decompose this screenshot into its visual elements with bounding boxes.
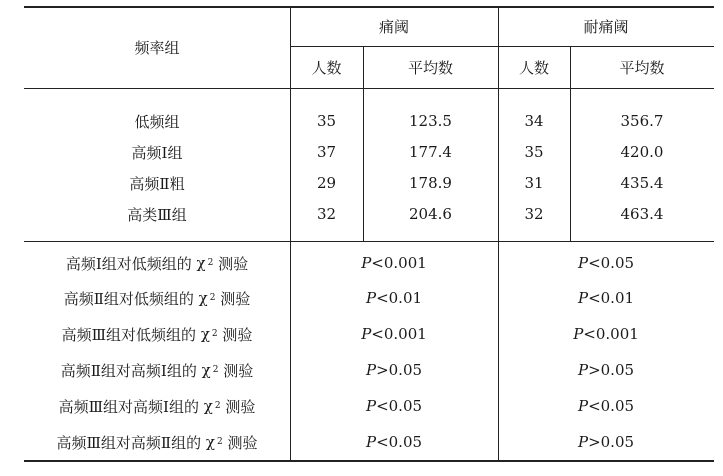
- test-label: [24, 286, 290, 310]
- tol-p-value: [498, 251, 714, 275]
- p-symbol: P: [577, 433, 589, 451]
- p-value: <0.05: [376, 433, 423, 451]
- p-symbol: P: [361, 254, 372, 272]
- pain-mean: 204.6: [409, 205, 452, 223]
- test-label-suffix: 测验: [220, 289, 251, 308]
- p-symbol: P: [577, 254, 589, 272]
- pain-mean: 178.9: [409, 174, 452, 192]
- header-bottom-rule: [24, 88, 714, 89]
- p-symbol: P: [365, 361, 377, 379]
- data-table: [24, 6, 714, 462]
- test-label: [24, 322, 290, 346]
- pain-count: 37: [316, 143, 337, 161]
- p-symbol: P: [365, 289, 377, 307]
- chi-exponent: 2: [209, 293, 216, 303]
- test-label-suffix: 测验: [225, 397, 256, 416]
- test-label-text: 高频Ⅱ组对低频组的: [63, 289, 194, 308]
- p-symbol: P: [365, 433, 377, 451]
- p-symbol: P: [361, 325, 372, 343]
- test-label: [24, 430, 290, 454]
- header-tol-count: 人数: [518, 58, 549, 77]
- pain-p-value: [290, 251, 498, 275]
- chi-symbol: χ: [205, 433, 215, 451]
- chi-exponent: 2: [211, 329, 218, 339]
- chi-symbol: χ: [200, 325, 210, 343]
- row-group: 高频Ⅱ粗: [129, 174, 185, 193]
- p-symbol: P: [577, 397, 589, 415]
- tol-count: 31: [524, 174, 544, 192]
- tol-mean: 463.4: [620, 205, 664, 223]
- p-value: <0.01: [376, 289, 423, 307]
- chi-symbol: χ: [198, 289, 208, 307]
- bottom-rule: [24, 460, 714, 462]
- tol-p-value: [498, 286, 714, 310]
- pain-mean: 123.5: [409, 112, 452, 130]
- test-label-text: 高频Ⅱ组对高频Ⅰ组的: [60, 361, 197, 380]
- test-label-suffix: 测验: [227, 433, 258, 452]
- chi-exponent: 2: [214, 401, 221, 411]
- header-group: 频率组: [134, 38, 180, 57]
- p-symbol: P: [365, 397, 377, 415]
- header-tol-mean: 平均数: [619, 58, 665, 77]
- tol-mean: 356.7: [620, 112, 664, 130]
- pain-p-value: [290, 322, 498, 346]
- p-value: >0.05: [588, 361, 635, 379]
- chi-symbol: χ: [201, 361, 211, 379]
- pain-mean: 177.4: [409, 143, 452, 161]
- pain-count: 35: [316, 112, 337, 130]
- tol-count: 34: [524, 112, 544, 130]
- row-group: 高频Ⅰ组: [131, 143, 183, 162]
- test-label: [24, 358, 290, 382]
- p-value: <0.001: [371, 254, 427, 272]
- chi-symbol: χ: [196, 254, 206, 272]
- test-label-text: 高频Ⅲ组对低频组的: [61, 325, 197, 344]
- p-value: <0.001: [583, 325, 639, 343]
- section-rule: [24, 241, 714, 242]
- p-value: <0.05: [588, 254, 635, 272]
- row-group: 高类Ⅲ组: [127, 205, 187, 224]
- test-label-suffix: 测验: [223, 361, 254, 380]
- tol-count: 35: [524, 143, 544, 161]
- tol-p-value: [498, 358, 714, 382]
- tol-mean: 435.4: [620, 174, 664, 192]
- tol-count: 32: [524, 205, 544, 223]
- test-label-text: 高频Ⅰ组对低频组的: [65, 254, 192, 273]
- tol-p-value: [498, 394, 714, 418]
- header-tolerance: 耐痛阈: [583, 17, 629, 36]
- chi-exponent: 2: [217, 437, 223, 447]
- row-group: 低频组: [134, 112, 180, 131]
- test-label-text: 高频Ⅲ组对高频Ⅰ组的: [58, 397, 199, 416]
- pain-count: 32: [316, 205, 337, 223]
- test-label: [24, 251, 290, 275]
- pain-p-value: [290, 430, 498, 454]
- test-label: [24, 394, 290, 418]
- pain-count: 29: [316, 174, 337, 192]
- p-symbol: P: [573, 325, 584, 343]
- pain-p-value: [290, 394, 498, 418]
- chi-exponent: 2: [212, 365, 219, 375]
- p-value: <0.01: [588, 289, 635, 307]
- p-value: <0.05: [588, 397, 635, 415]
- p-value: <0.05: [376, 397, 423, 415]
- chi-exponent: 2: [207, 258, 214, 268]
- chi-symbol: χ: [203, 397, 213, 415]
- p-value: >0.05: [376, 361, 423, 379]
- test-label-suffix: 测验: [222, 325, 253, 344]
- header-pain-mean: 平均数: [407, 58, 453, 77]
- p-symbol: P: [577, 289, 589, 307]
- header-pain: 痛阈: [378, 17, 409, 36]
- test-label-suffix: 测验: [218, 254, 249, 273]
- tol-p-value: [498, 322, 714, 346]
- test-label-text: 高频Ⅲ组对高频Ⅱ组的: [56, 433, 202, 452]
- tol-p-value: [498, 430, 714, 454]
- p-value: <0.001: [371, 325, 427, 343]
- p-value: >0.05: [588, 433, 635, 451]
- pain-p-value: [290, 358, 498, 382]
- tol-mean: 420.0: [620, 143, 664, 161]
- header-pain-count: 人数: [311, 58, 342, 77]
- pain-p-value: [290, 286, 498, 310]
- p-symbol: P: [577, 361, 589, 379]
